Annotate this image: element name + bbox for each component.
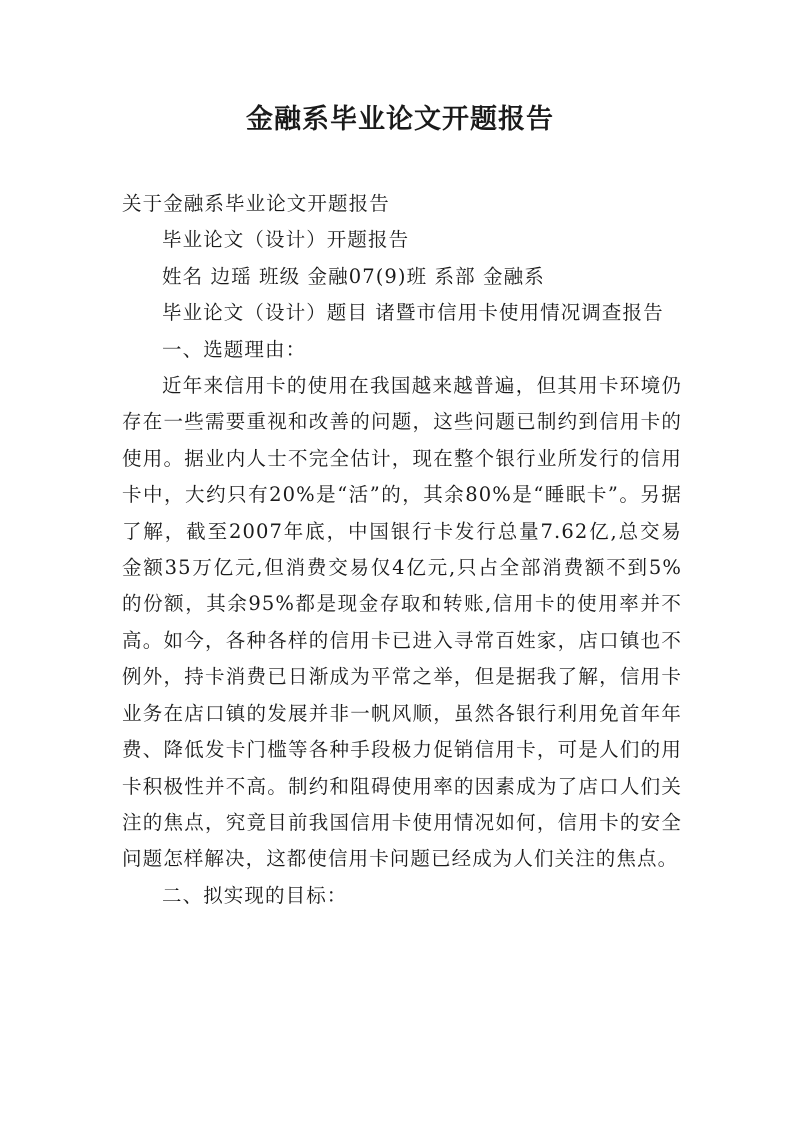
- paragraph-student-info: 姓名 边瑶 班级 金融07(9)班 系部 金融系: [162, 264, 545, 288]
- section-heading-reason: 一、选题理由：: [162, 337, 307, 361]
- document-title: 金融系毕业论文开题报告: [246, 104, 554, 135]
- section-heading-goals: 二、拟实现的目标：: [162, 883, 348, 907]
- paragraph-heading-line: 关于金融系毕业论文开题报告: [122, 192, 390, 215]
- paragraph-thesis-topic: 毕业论文（设计）题目 诸暨市信用卡使用情况调查报告: [162, 301, 664, 325]
- paragraph-reason-body: 近年来信用卡的使用在我国越来越普遍，但其用卡环境仍存在一些需要重视和改善的问题，这些问题已制约到信用卡的使用。据业内人士不完全估计，现在整个银行业所发行的信用卡中，大约只有20%是“活”的，其余80%是“睡眠卡”。另据了解，截至2007年底，中国银行卡发行总量7.62亿,总交易金额35万亿元,但消费交易仅4亿元,只占全部消费额不到5%的份额，其余95%都是现金存取和转账,信用卡的使用率并不高。如今，各种各样的信用卡已进入寻常百姓家，店口镇也不例外，持卡消费已日渐成为平常之举，但是据我了解，信用卡业务在店口镇的发展并非一帆风顺，虽然各银行利用免首年年费、降低发卡门槛等各种手段极力促销信用卡，可是人们的用卡积极性并不高。制约和阻碍使用率的因素成为了店口人们关注的焦点，究竟目前我国信用卡使用情况如何，信用卡的安全问题怎样解决，这都使信用卡问题已经成为人们关注的焦点。: [122, 374, 682, 871]
- document-body: [122, 186, 682, 914]
- paragraph-report-label: 毕业论文（设计）开题报告: [162, 228, 410, 252]
